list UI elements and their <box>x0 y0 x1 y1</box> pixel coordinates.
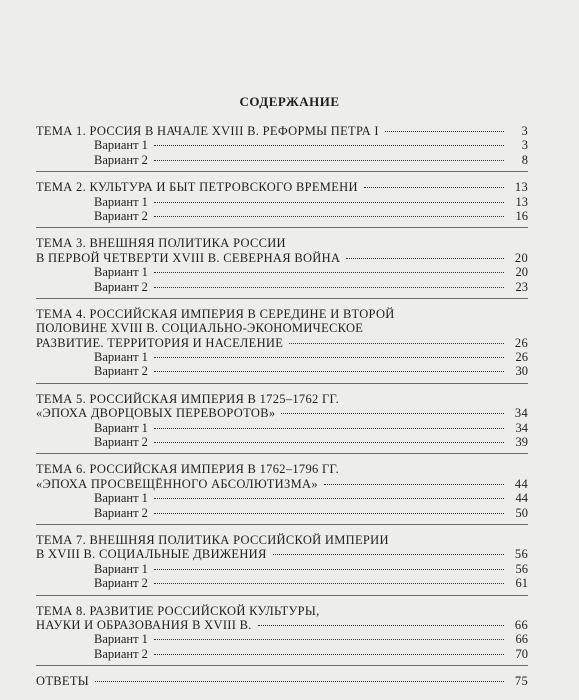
toc-topic-line <box>36 477 528 491</box>
dot-leader <box>154 357 504 358</box>
topic-title-text: ТЕМА 3. ВНЕШНЯЯ ПОЛИТИКА РОССИИ <box>36 236 286 251</box>
dot-leader <box>364 187 504 188</box>
toc-variant-row <box>36 647 528 661</box>
dot-leader <box>95 681 504 682</box>
page-number: 16 <box>515 208 528 223</box>
toc-variant-row <box>36 576 528 590</box>
toc-topic-line <box>36 604 528 618</box>
dot-leader <box>273 554 504 555</box>
dot-leader <box>154 583 504 584</box>
topic-title-text: ТЕМА 2. КУЛЬТУРА И БЫТ ПЕТРОВСКОГО ВРЕМЕНИ <box>36 180 358 195</box>
toc-topic <box>36 533 528 596</box>
topic-title-text: ТЕМА 6. РОССИЙСКАЯ ИМПЕРИЯ В 1762–1796 ГГ. <box>36 462 340 477</box>
dot-leader <box>281 413 504 414</box>
variant-label: Вариант 1 <box>94 420 148 435</box>
variant-label: Вариант 2 <box>94 152 148 167</box>
dot-leader <box>289 343 504 344</box>
page-number: 56 <box>514 547 528 562</box>
page-number: 20 <box>514 250 528 265</box>
variant-label: Вариант 1 <box>94 491 148 506</box>
variant-label: Вариант 1 <box>94 265 148 280</box>
page-number: 26 <box>515 350 528 365</box>
toc-topic <box>36 124 528 172</box>
variant-label: Вариант 2 <box>94 279 148 294</box>
toc-topic <box>36 180 528 228</box>
dot-leader <box>324 484 504 485</box>
toc-variant-row <box>36 421 528 435</box>
toc-variant-row <box>36 562 528 576</box>
toc-topic-line <box>36 674 528 688</box>
toc-variant-row <box>36 280 528 294</box>
page-number: 56 <box>515 561 528 576</box>
toc-topic-line <box>36 392 528 406</box>
toc-topic-line <box>36 533 528 547</box>
variant-label: Вариант 2 <box>94 646 148 661</box>
topic-title-text: В XVIII В. СОЦИАЛЬНЫЕ ДВИЖЕНИЯ <box>36 547 267 562</box>
topic-title-text: В ПЕРВОЙ ЧЕТВЕРТИ XVIII В. СЕВЕРНАЯ ВОЙНА <box>36 250 341 265</box>
page-number: 44 <box>515 491 528 506</box>
dot-leader <box>154 513 504 514</box>
page-number: 66 <box>514 617 528 632</box>
page-number: 3 <box>521 124 528 138</box>
toc-topic <box>36 674 528 692</box>
toc-topic-line <box>36 251 528 265</box>
toc-topic-line <box>36 180 528 194</box>
toc-topic <box>36 392 528 455</box>
toc-variant-row <box>36 209 528 223</box>
dot-leader <box>154 371 504 372</box>
page-number: 75 <box>514 674 528 689</box>
page-number: 70 <box>515 646 528 661</box>
dot-leader <box>385 131 504 132</box>
toc-topic-line <box>36 336 528 350</box>
variant-label: Вариант 2 <box>94 208 148 223</box>
topic-title-text: «ЭПОХА ДВОРЦОВЫХ ПЕРЕВОРОТОВ» <box>36 406 276 421</box>
page-number: 39 <box>515 435 528 450</box>
toc-topic-line <box>36 236 528 250</box>
topic-title-text: ТЕМА 7. ВНЕШНЯЯ ПОЛИТИКА РОССИЙСКОЙ ИМПЕРИИ <box>36 532 389 547</box>
page-number: 3 <box>521 138 528 153</box>
page-number: 44 <box>514 476 528 491</box>
variant-label: Вариант 2 <box>94 576 148 591</box>
dot-leader <box>154 272 504 273</box>
dot-leader <box>154 428 504 429</box>
variant-label: Вариант 1 <box>94 632 148 647</box>
topic-title-text: ПОЛОВИНЕ XVIII В. СОЦИАЛЬНО-ЭКОНОМИЧЕСКОЕ <box>36 321 364 336</box>
dot-leader <box>154 498 504 499</box>
page-number: 34 <box>515 420 528 435</box>
toc-topic-line <box>36 547 528 561</box>
toc-topic <box>36 462 528 525</box>
toc-variant-row <box>36 153 528 167</box>
toc-variant-row <box>36 265 528 279</box>
toc-topic-line <box>36 321 528 335</box>
variant-label: Вариант 1 <box>94 194 148 209</box>
page-number: 61 <box>515 576 528 591</box>
variant-label: Вариант 2 <box>94 435 148 450</box>
page-number: 8 <box>521 152 528 167</box>
toc-variant-row <box>36 138 528 152</box>
page-number: 50 <box>515 505 528 520</box>
toc-variant-row <box>36 195 528 209</box>
page-number: 13 <box>514 180 528 195</box>
dot-leader <box>154 145 504 146</box>
dot-leader <box>154 202 504 203</box>
variant-label: Вариант 1 <box>94 350 148 365</box>
page-number: 13 <box>515 194 528 209</box>
dot-leader <box>154 160 504 161</box>
toc-topic <box>36 236 528 299</box>
topic-title-text: РАЗВИТИЕ. ТЕРРИТОРИЯ И НАСЕЛЕНИЕ <box>36 335 284 350</box>
page-number: 26 <box>514 335 528 350</box>
dot-leader <box>154 287 504 288</box>
variant-label: Вариант 2 <box>94 364 148 379</box>
toc-topic-line <box>36 124 528 138</box>
toc-topic-line <box>36 618 528 632</box>
toc-variant-row <box>36 350 528 364</box>
page-number: 30 <box>515 364 528 379</box>
topic-title-text: ТЕМА 5. РОССИЙСКАЯ ИМПЕРИЯ В 1725–1762 ГГ. <box>36 391 340 406</box>
toc-topic-line <box>36 406 528 420</box>
dot-leader <box>154 442 504 443</box>
topic-title-text: НАУКИ И ОБРАЗОВАНИЯ В XVIII В. <box>36 617 252 632</box>
page-number: 23 <box>515 279 528 294</box>
topic-title-text: ТЕМА 4. РОССИЙСКАЯ ИМПЕРИЯ В СЕРЕДИНЕ И ВТОРОЙ <box>36 306 395 321</box>
dot-leader <box>346 258 504 259</box>
toc-topic-line <box>36 307 528 321</box>
dot-leader <box>154 639 504 640</box>
topic-title-text: ТЕМА 8. РАЗВИТИЕ РОССИЙСКОЙ КУЛЬТУРЫ, <box>36 603 320 618</box>
table-of-contents <box>36 124 528 693</box>
topic-title-text: ОТВЕТЫ <box>36 674 89 689</box>
toc-variant-row <box>36 491 528 505</box>
page-number: 66 <box>515 632 528 647</box>
toc-variant-row <box>36 435 528 449</box>
toc-variant-row <box>36 364 528 378</box>
variant-label: Вариант 2 <box>94 505 148 520</box>
variant-label: Вариант 1 <box>94 561 148 576</box>
page-number: 34 <box>514 406 528 421</box>
dot-leader <box>154 216 504 217</box>
dot-leader <box>258 625 504 626</box>
toc-topic-line <box>36 462 528 476</box>
topic-title-text: «ЭПОХА ПРОСВЕЩЁННОГО АБСОЛЮТИЗМА» <box>36 476 318 491</box>
page-number: 20 <box>515 265 528 280</box>
dot-leader <box>154 569 504 570</box>
toc-topic <box>36 604 528 667</box>
page-title: СОДЕРЖАНИЕ <box>239 94 340 109</box>
dot-leader <box>154 654 504 655</box>
toc-topic <box>36 307 528 384</box>
toc-variant-row <box>36 632 528 646</box>
topic-title-text: ТЕМА 1. РОССИЯ В НАЧАЛЕ XVIII В. РЕФОРМЫ ПЕТРА I <box>36 124 379 138</box>
toc-variant-row <box>36 506 528 520</box>
variant-label: Вариант 1 <box>94 138 148 153</box>
